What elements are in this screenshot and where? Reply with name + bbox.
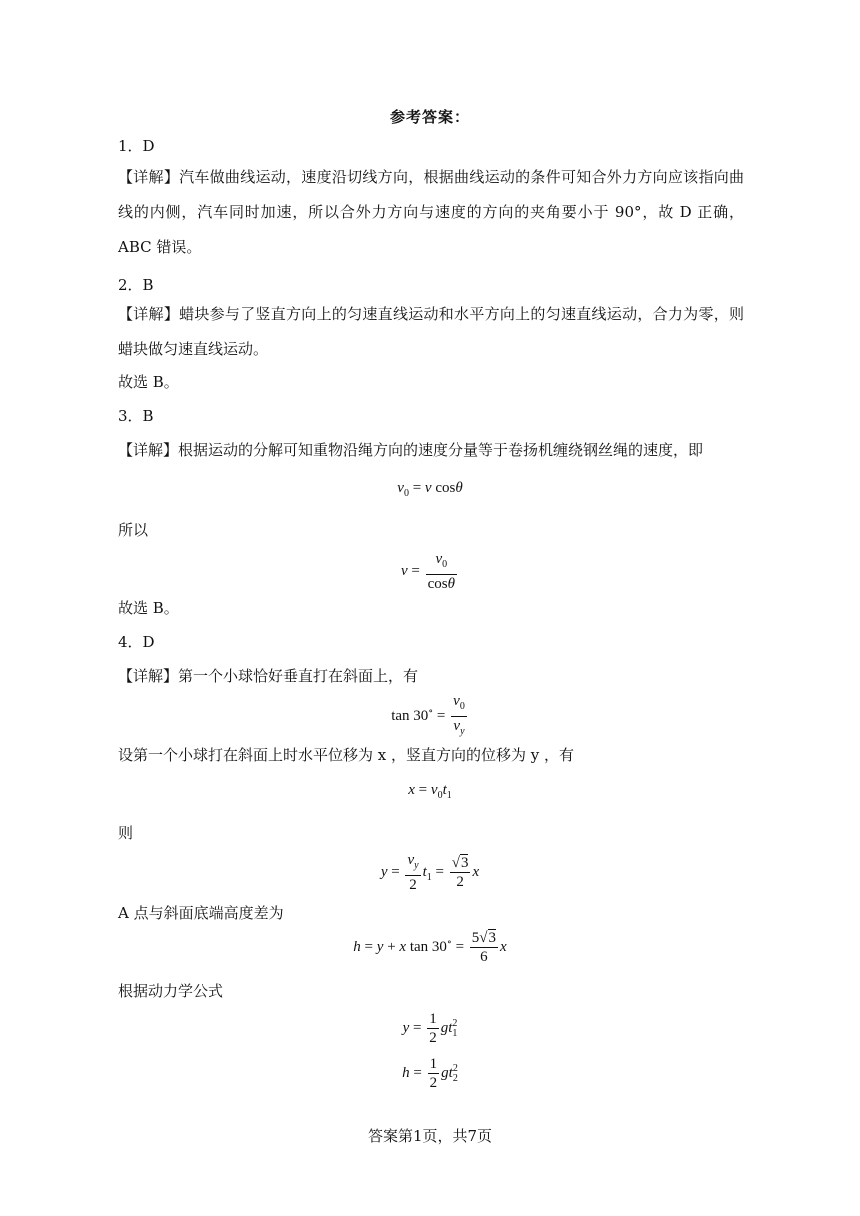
formula-h-half-g-t2sq: h = $\frac{1}{2}$ $gt_2^2$ [402, 1056, 458, 1091]
q4-dynamics: 根据动力学公式 [118, 982, 224, 1000]
q4-setup: 设第一个小球打在斜面上时水平位移为 x ，竖直方向的位移为 y ，有 [118, 746, 575, 764]
q4-detail: 【详解】第一个小球恰好垂直打在斜面上，有 [118, 667, 419, 685]
formula-h: h = y + x tan 30∘ = $\frac{5√3}{6}$ x [353, 930, 507, 965]
q3-answer: 3．B [118, 407, 154, 425]
q3-detail: 【详解】根据运动的分解可知重物沿绳方向的速度分量等于卷扬机缠绕钢丝绳的速度，即 [118, 441, 704, 459]
q3-conclusion: 故选 B。 [118, 599, 179, 617]
q3-so: 所以 [118, 521, 149, 539]
page-footer: 答案第1页，共7页 [367, 1127, 493, 1145]
q2-detail: 【详解】蜡块参与了竖直方向上的匀速直线运动和水平方向上的匀速直线运动，合力为零，则蜡块做匀速直线运动。 [118, 305, 744, 358]
q4-answer: 4．D [118, 633, 155, 651]
q2-answer: 2．B [118, 276, 154, 294]
formula-y-half-g-t1sq: y = $\frac{1}{2}$ $gt_1^2$ [402, 1011, 458, 1046]
q4-then: 则 [118, 824, 134, 842]
q1-detail: 【详解】汽车做曲线运动，速度沿切线方向，根据曲线运动的条件可知合外力方向应该指向曲线的内侧，汽车同时加速，所以合外力方向与速度的方向的夹角要小于 90°，故 D 正确，ABC 错误。 [118, 168, 744, 256]
q1-answer: 1．D [118, 137, 155, 155]
formula-y: y = $\frac{v_y}{2}$ $t_1$ = $\frac{√3}{2}$ x [380, 852, 480, 893]
formula-v0-eq-vcos: $v_0 = v$ cosθ [397, 480, 463, 499]
q4-height-text: A 点与斜面底端高度差为 [118, 904, 284, 922]
formula-tan30: tan 30∘ = $\frac{v_0}{v_y}$ [391, 693, 465, 737]
page-title: 参考答案： [389, 108, 470, 126]
q2-conclusion: 故选 B。 [118, 373, 179, 391]
formula-x-eq-v0t1: $x = v_0t_1$ [408, 782, 452, 801]
formula-v-eq-v0-over-cos: v = $\frac{v_0}{\cos\theta}$ [400, 551, 455, 592]
